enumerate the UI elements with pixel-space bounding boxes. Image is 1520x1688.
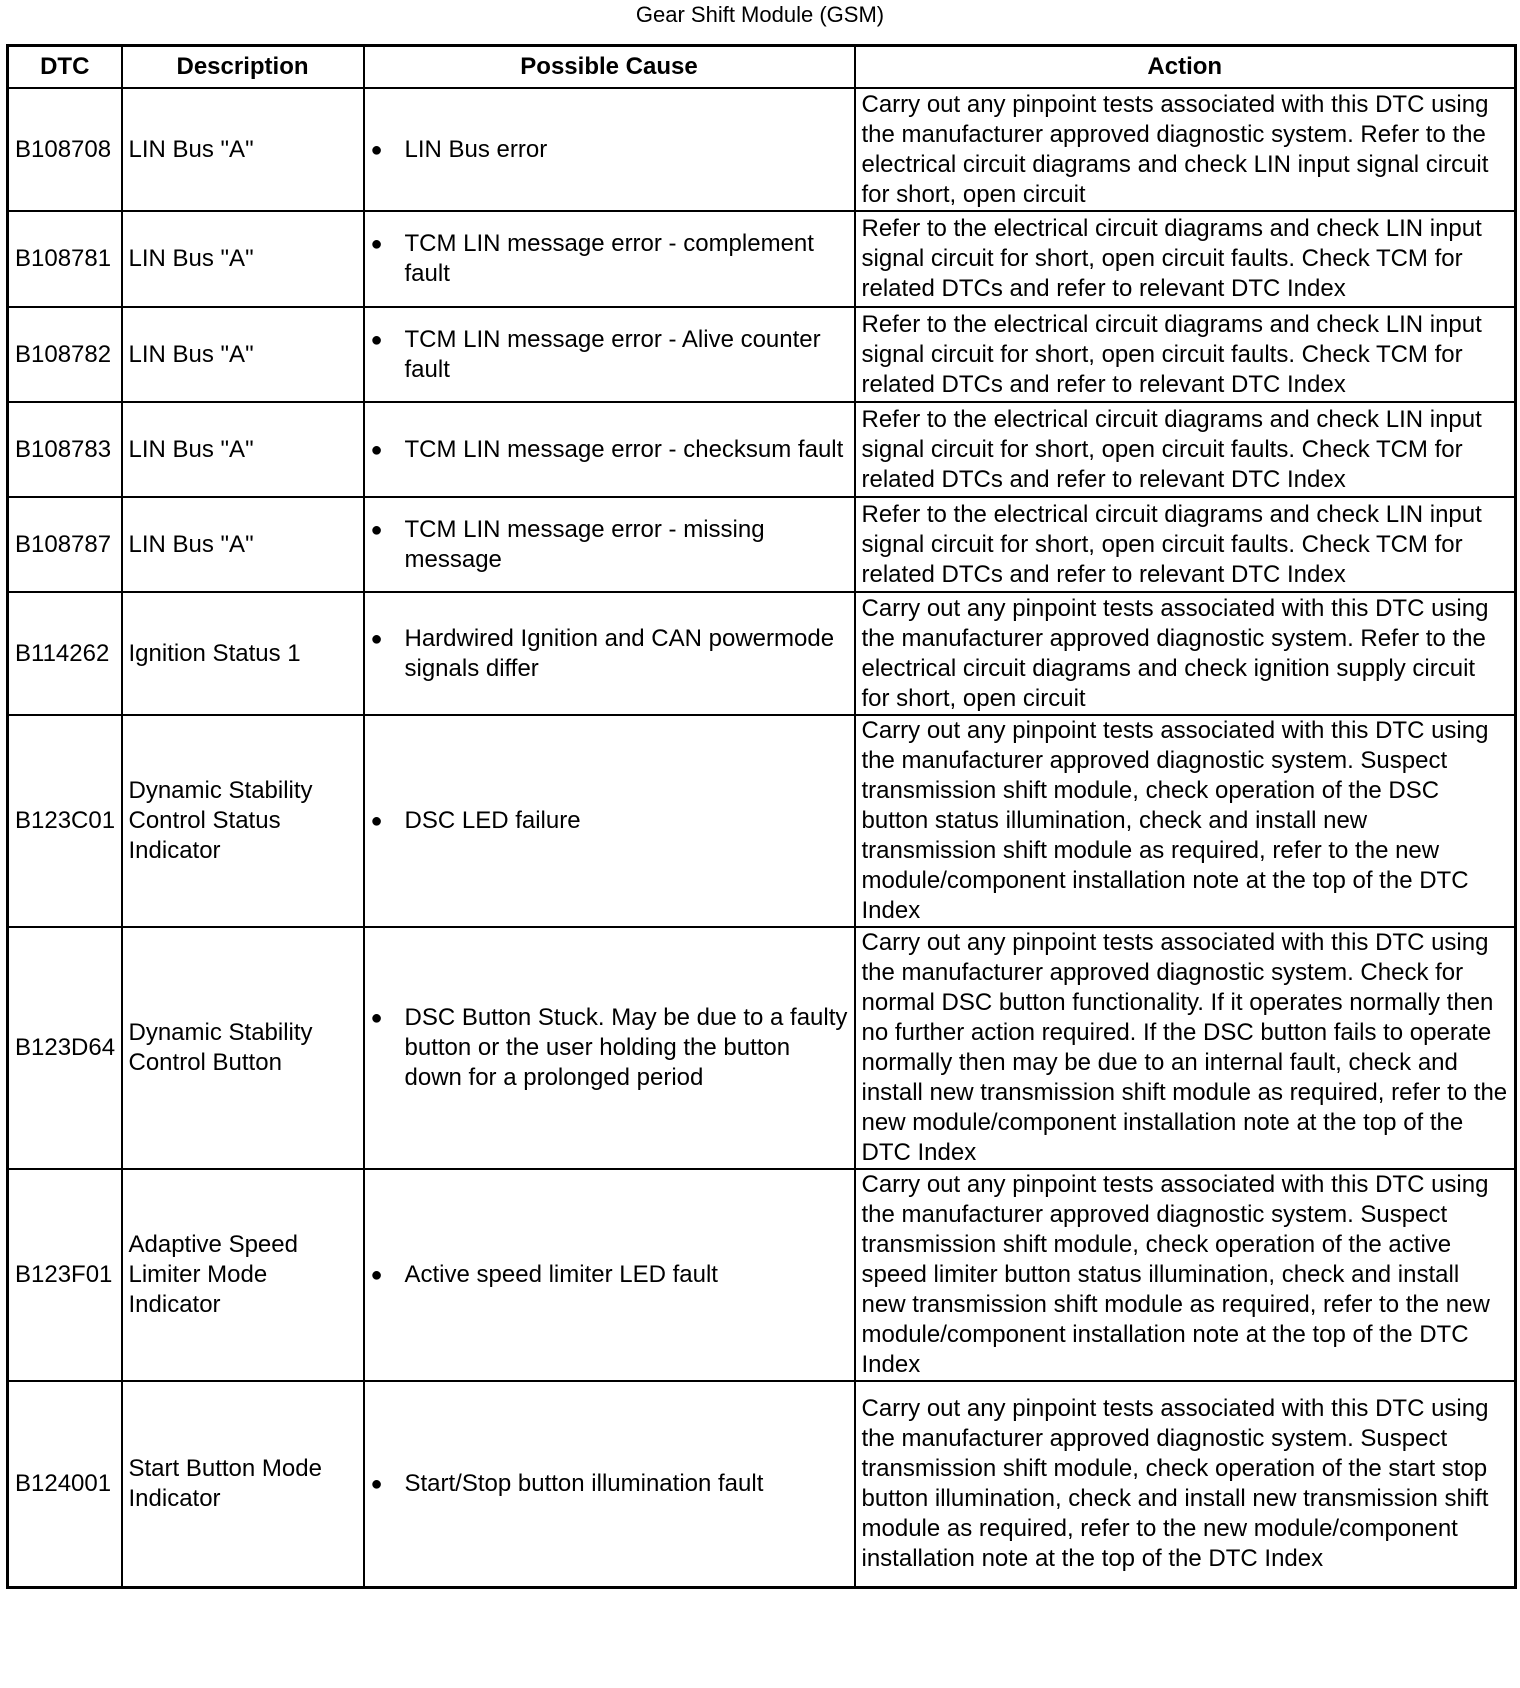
possible-cause-text: Hardwired Ignition and CAN powermode signals differ bbox=[404, 624, 835, 682]
possible-cause-cell bbox=[364, 497, 855, 592]
possible-cause-text: TCM LIN message error - missing message bbox=[404, 515, 765, 573]
bullet-icon: ● bbox=[370, 438, 383, 461]
table-row bbox=[8, 1381, 1516, 1587]
possible-cause-cell bbox=[364, 402, 855, 497]
possible-cause-text: TCM LIN message error - checksum fault bbox=[404, 435, 844, 463]
dtc-code-cell: B108781 bbox=[8, 211, 122, 307]
page-title: Gear Shift Module (GSM) bbox=[635, 2, 885, 27]
possible-cause-cell bbox=[364, 211, 855, 307]
dtc-code-cell: B108708 bbox=[8, 88, 122, 211]
column-header-dtc: DTC bbox=[8, 46, 122, 89]
bullet-icon: ● bbox=[370, 138, 383, 161]
table-row bbox=[8, 592, 1516, 715]
description-cell: LIN Bus "A" bbox=[122, 497, 364, 592]
table-row bbox=[8, 88, 1516, 211]
description-cell: LIN Bus "A" bbox=[122, 307, 364, 402]
description-cell: Dynamic Stability Control Button bbox=[122, 927, 364, 1169]
description-cell: LIN Bus "A" bbox=[122, 402, 364, 497]
description-cell: Ignition Status 1 bbox=[122, 592, 364, 715]
dtc-code-cell: B123D64 bbox=[8, 927, 122, 1169]
possible-cause-cell bbox=[364, 715, 855, 927]
action-cell: Carry out any pinpoint tests associated with this DTC using the manufacturer approved diagnostic system. Refer to the electrical circuit diagrams and check LIN input signal circuit for short, open circuit bbox=[855, 88, 1516, 211]
table-row bbox=[8, 715, 1516, 927]
dtc-code-cell: B123F01 bbox=[8, 1169, 122, 1381]
table-row bbox=[8, 307, 1516, 402]
column-header-description: Description bbox=[122, 46, 364, 89]
table-row bbox=[8, 1169, 1516, 1381]
dtc-code-cell: B114262 bbox=[8, 592, 122, 715]
action-cell: Carry out any pinpoint tests associated with this DTC using the manufacturer approved diagnostic system. Suspect transmission shift module, check operation of the active speed limiter button status illumination, check and install new transmission shift module as required, refer to the new module/component installation note at the top of the DTC Index bbox=[855, 1169, 1516, 1381]
possible-cause-cell bbox=[364, 307, 855, 402]
possible-cause-text: DSC Button Stuck. May be due to a faulty button or the user holding the button down for a prolonged period bbox=[404, 1004, 848, 1091]
table-row bbox=[8, 402, 1516, 497]
dtc-code-cell: B108787 bbox=[8, 497, 122, 592]
bullet-icon: ● bbox=[370, 810, 383, 832]
bullet-icon: ● bbox=[370, 627, 383, 650]
possible-cause-cell bbox=[364, 927, 855, 1169]
dtc-code-cell: B108782 bbox=[8, 307, 122, 402]
possible-cause-cell bbox=[364, 88, 855, 211]
table-row bbox=[8, 927, 1516, 1169]
possible-cause-text: Active speed limiter LED fault bbox=[404, 1261, 718, 1288]
action-cell: Carry out any pinpoint tests associated with this DTC using the manufacturer approved diagnostic system. Check for normal DSC button functionality. If it operates normally then no further action required. If the DSC button fails to operate normally then may be due to an internal fault, check and install new transmission shift module as required, refer to the new module/component installation note at the top of the DTC Index bbox=[855, 927, 1516, 1169]
action-cell: Carry out any pinpoint tests associated with this DTC using the manufacturer approved diagnostic system. Suspect transmission shift module, check operation of the DSC button status illumination, check and install new transmission shift module as required, refer to the new module/component installation note at the top of the DTC Index bbox=[855, 715, 1516, 927]
column-header-action: Action bbox=[855, 46, 1516, 89]
action-cell: Carry out any pinpoint tests associated with this DTC using the manufacturer approved diagnostic system. Refer to the electrical circuit diagrams and check ignition supply circuit for short, open circuit bbox=[855, 592, 1516, 715]
dtc-table bbox=[6, 44, 1517, 1589]
bullet-icon: ● bbox=[370, 328, 383, 351]
action-cell: Carry out any pinpoint tests associated with this DTC using the manufacturer approved diagnostic system. Suspect transmission shift module, check operation of the start stop button illumination, check and install new transmission shift module as required, refer to the new module/component installation note at the top of the DTC Index bbox=[855, 1381, 1516, 1587]
dtc-code-cell: B123C01 bbox=[8, 715, 122, 927]
bullet-icon: ● bbox=[370, 1472, 383, 1495]
description-cell: LIN Bus "A" bbox=[122, 88, 364, 211]
possible-cause-text: DSC LED failure bbox=[404, 807, 581, 834]
bullet-icon: ● bbox=[370, 1007, 383, 1029]
possible-cause-text: LIN Bus error bbox=[404, 135, 548, 163]
table-header-row bbox=[8, 46, 1516, 89]
bullet-icon: ● bbox=[370, 1264, 383, 1286]
description-cell: Start Button Mode Indicator bbox=[122, 1381, 364, 1587]
possible-cause-cell bbox=[364, 1169, 855, 1381]
possible-cause-cell bbox=[364, 1381, 855, 1587]
action-cell: Refer to the electrical circuit diagrams and check LIN input signal circuit for short, open circuit faults. Check TCM for related DTCs and refer to relevant DTC Index bbox=[855, 402, 1516, 497]
table-row bbox=[8, 211, 1516, 307]
dtc-code-cell: B108783 bbox=[8, 402, 122, 497]
description-cell: Adaptive Speed Limiter Mode Indicator bbox=[122, 1169, 364, 1381]
description-cell: LIN Bus "A" bbox=[122, 211, 364, 307]
possible-cause-text: TCM LIN message error - Alive counter fault bbox=[404, 325, 821, 383]
action-cell: Refer to the electrical circuit diagrams and check LIN input signal circuit for short, open circuit faults. Check TCM for related DTCs and refer to relevant DTC Index bbox=[855, 497, 1516, 592]
action-cell: Refer to the electrical circuit diagrams and check LIN input signal circuit for short, open circuit faults. Check TCM for related DTCs and refer to relevant DTC Index bbox=[855, 307, 1516, 402]
possible-cause-text: Start/Stop button illumination fault bbox=[404, 1469, 764, 1497]
bullet-icon: ● bbox=[370, 233, 383, 255]
table-row bbox=[8, 497, 1516, 592]
description-cell: Dynamic Stability Control Status Indicator bbox=[122, 715, 364, 927]
column-header-possible-cause: Possible Cause bbox=[364, 46, 855, 89]
bullet-icon: ● bbox=[370, 518, 383, 541]
possible-cause-cell bbox=[364, 592, 855, 715]
action-cell: Refer to the electrical circuit diagrams and check LIN input signal circuit for short, open circuit faults. Check TCM for related DTCs and refer to relevant DTC Index bbox=[855, 211, 1516, 307]
dtc-code-cell: B124001 bbox=[8, 1381, 122, 1587]
possible-cause-text: TCM LIN message error - complement fault bbox=[404, 230, 814, 287]
